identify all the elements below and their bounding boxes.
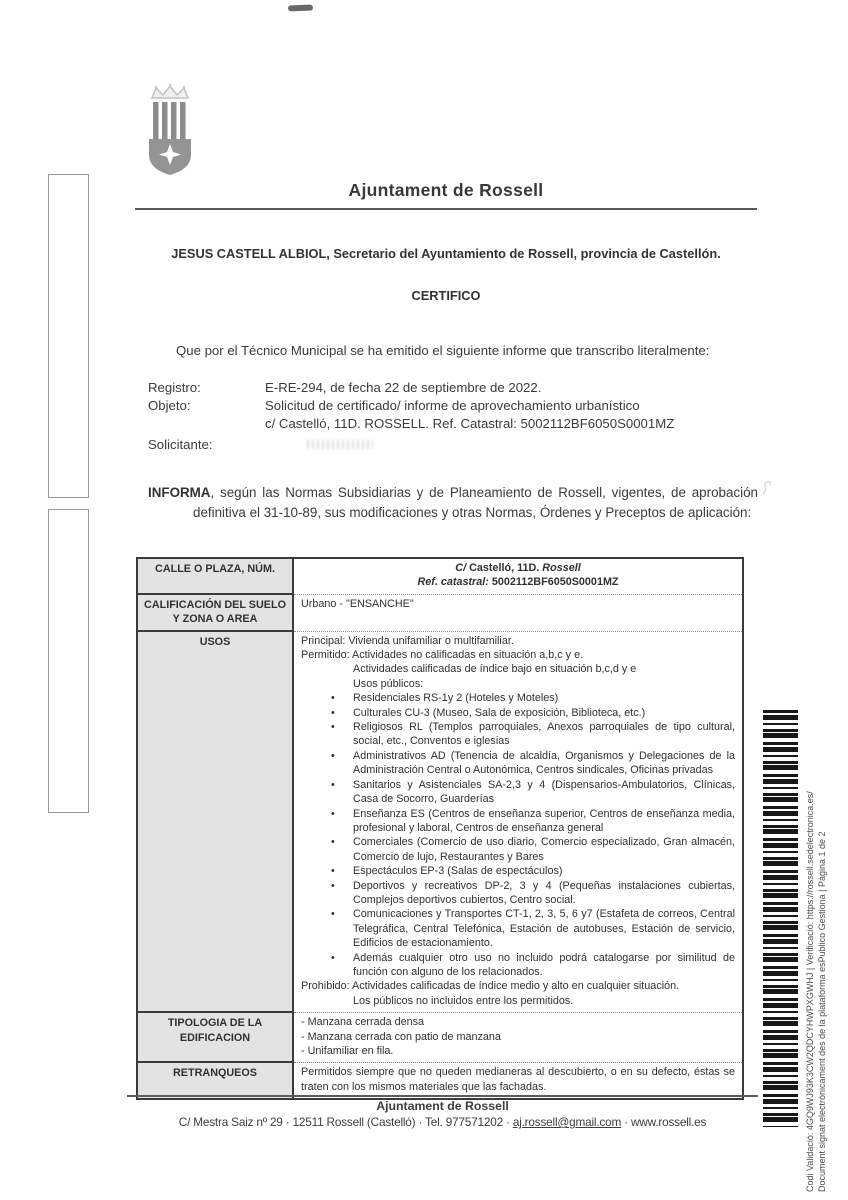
calle-address-line: C/ Castelló, 11D. Rossell [455, 562, 581, 574]
usos-bullet-item: • Administrativos AD (Tenencia de alcaldía, Organismos y Delegaciones de la Administración Central o Autonómica, Centros sindicales, Oficinas privadas [301, 749, 735, 778]
tipologia-line: - Unifamiliar en fila. [301, 1045, 394, 1057]
registry-section [148, 379, 760, 454]
tipologia-value [294, 1013, 742, 1063]
usos-bullet-item: • Deportivos y recreativos DP-2, 3 y 4 (Pequeñas instalaciones cubiertas, Complejos deportivos cubiertos, Centro social. [301, 879, 735, 908]
usos-bullet-item: • Comerciales (Comercio de uso diario, Comercio especializado, Gran almacén, Comercio de lujo, Restaurantes y Bares [301, 835, 735, 864]
tipologia-line: - Manzana cerrada con patio de manzana [301, 1030, 501, 1043]
calle-ref-line: Ref. catastral: 5002112BF6050S0001MZ [417, 576, 619, 589]
objeto-value-line1: Solicitud de certificado/ informe de aprovechamiento urbanístico [265, 397, 640, 413]
registry-row-objeto [148, 397, 760, 433]
footer-email-link[interactable]: aj.rossell@gmail.com [512, 1115, 622, 1129]
usos-bullet-item: • Culturales CU-3 (Museo, Sala de exposición, Biblioteca, etc.) [301, 706, 735, 720]
usos-label: USOS [138, 632, 294, 1014]
usos-bullet-item: • Comunicaciones y Transportes CT-1, 2, 3, 5, 6 y7 (Estafeta de correos, Central Telegráfica, Central Telefónica, Estación de autobuses, Estación de servicio, Edificios de estacionamiento. [301, 907, 735, 950]
solicitante-value [265, 436, 760, 454]
objeto-value-line2: c/ Castelló, 11D. ROSSELL. Ref. Catastral: 5002112BF6050S0001MZ [265, 415, 675, 431]
objeto-value [265, 397, 760, 433]
certifico-heading: CERTIFICO [411, 288, 481, 303]
footer-address: C/ Mestra Saiz nº 29 · 12511 Rossell (Castelló) · Tel. 977571202 · aj.rossell@gmail.com · www.rossell.es [178, 1115, 707, 1129]
registry-row-registro [148, 379, 760, 397]
table-row-tipologia [138, 1013, 742, 1063]
table-row-usos [138, 632, 742, 1014]
usos-bullet-item: • Religiosos RL (Templos parroquiales, Anexos parroquiales de tipo cultural, social, etc., Conventos e iglesias [301, 720, 735, 749]
usos-continuation-line: Usos públicos: [353, 677, 424, 690]
usos-bullet-item: • Enseñanza ES (Centros de enseñanza superior, Centros de enseñanza media, profesional y laboral, Centros de enseñanza general [301, 807, 735, 836]
usos-content [294, 632, 742, 1014]
usos-principal: Principal: Vivienda unifamiliar o multifamiliar. [301, 634, 514, 647]
retranqueos-label: RETRANQUEOS [138, 1063, 294, 1098]
usos-prohibido: Prohibido: Actividades calificadas de índice medio y alto en cualquier situación. [301, 980, 680, 993]
validation-barcode [763, 710, 798, 1127]
table-row-retranqueos [138, 1063, 742, 1098]
retranqueos-value: Permitidos siempre que no queden medianeras al descubierto, o en su defecto, éstas se traten con los mismos materiales que las fachadas. [301, 1066, 735, 1093]
transcription-line: Que por el Técnico Municipal se ha emitido el siguiente informe que transcribo literalmente: [176, 343, 710, 358]
informa-lead: INFORMA [148, 485, 211, 500]
usos-bullet-item: • Además cualquier otro uso no incluido podrá catalogarse por similitud de función con alguno de los relacionados. [301, 951, 735, 980]
scan-artifact-dash [288, 5, 313, 12]
table-row-calificacion [138, 595, 742, 632]
usos-bullet-item: • Espectáculos EP-3 (Salas de espectáculos) [301, 864, 735, 878]
table-row-calle [138, 559, 742, 595]
usos-continuation-line: Los públicos no incluidos entre los permitidos. [353, 994, 574, 1007]
tipologia-line: - Manzana cerrada densa [301, 1016, 425, 1029]
usos-prohibido-continuations [301, 994, 735, 1008]
footer-title: Ajuntament de Rossell [376, 1099, 509, 1113]
usos-continuation-line: Actividades calificadas de índice bajo en situación b,c,d y e [353, 663, 637, 676]
page-title: Ajuntament de Rossell [348, 180, 544, 200]
validation-code-line: Codi Validació: 4GQ9WJ93K3CW2QDCYHWPXGWHJ | Verificació: https://rossell.sedelectronica.es/ [805, 791, 815, 1192]
planning-table [136, 557, 744, 1100]
calle-value [294, 559, 742, 595]
usos-bullet-item: • Residenciales RS-1y 2 (Hoteles y Moteles) [301, 691, 735, 705]
registro-value: E-RE-294, de fecha 22 de septiembre de 2022. [265, 380, 542, 395]
header-rule [135, 208, 757, 210]
calle-label: CALLE O PLAZA, NÚM. [138, 559, 294, 595]
calificacion-value: Urbano - "ENSANCHE" [294, 595, 742, 632]
usos-permitido-continuations [301, 662, 735, 691]
objeto-label: Objeto: [148, 397, 191, 413]
rossell-coat-of-arms-icon [139, 82, 201, 178]
usos-bullet-item: • Sanitarios y Asistenciales SA-2,3 y 4 (Dispensarios-Ambulatorios, Clínicas, Casa de Socorro, Guarderías [301, 778, 735, 807]
secretary-line: JESUS CASTELL ALBIOL, Secretario del Ayuntamiento de Rossell, provincia de Castellón. [171, 246, 721, 261]
registro-label: Registro: [148, 380, 201, 395]
footer-rule [127, 1095, 758, 1097]
validation-sidebar [805, 752, 828, 1192]
usos-bullet-list [301, 691, 735, 979]
usos-permitido: Permitido: Actividades no calificadas en situación a,b,c y e. [301, 649, 584, 662]
calificacion-label: CALIFICACIÓN DEL SUELO Y ZONA O AREA [138, 595, 294, 632]
informa-paragraph [148, 483, 758, 522]
solicitante-label: Solicitante: [148, 437, 213, 453]
signature-box-bottom [48, 509, 89, 813]
redacted-solicitante [307, 440, 373, 449]
tipologia-label: TIPOLOGIA DE LA EDIFICACION [138, 1013, 294, 1063]
signature-platform-line: Document signat electrònicament des de la plataforma esPublico Gestiona | Pàgina 1 de 2 [816, 831, 827, 1192]
signature-box-top [48, 174, 89, 498]
registry-row-solicitante [148, 436, 760, 454]
informa-body: , según las Normas Subsidiarias y de Planeamiento de Rossell, vigentes, de aprobación definitiva el 31-10-89, sus modificaciones y otras Normas, Órdenes y Preceptos de aplicación: [193, 485, 758, 520]
scan-artifact-squiggle [761, 480, 773, 501]
